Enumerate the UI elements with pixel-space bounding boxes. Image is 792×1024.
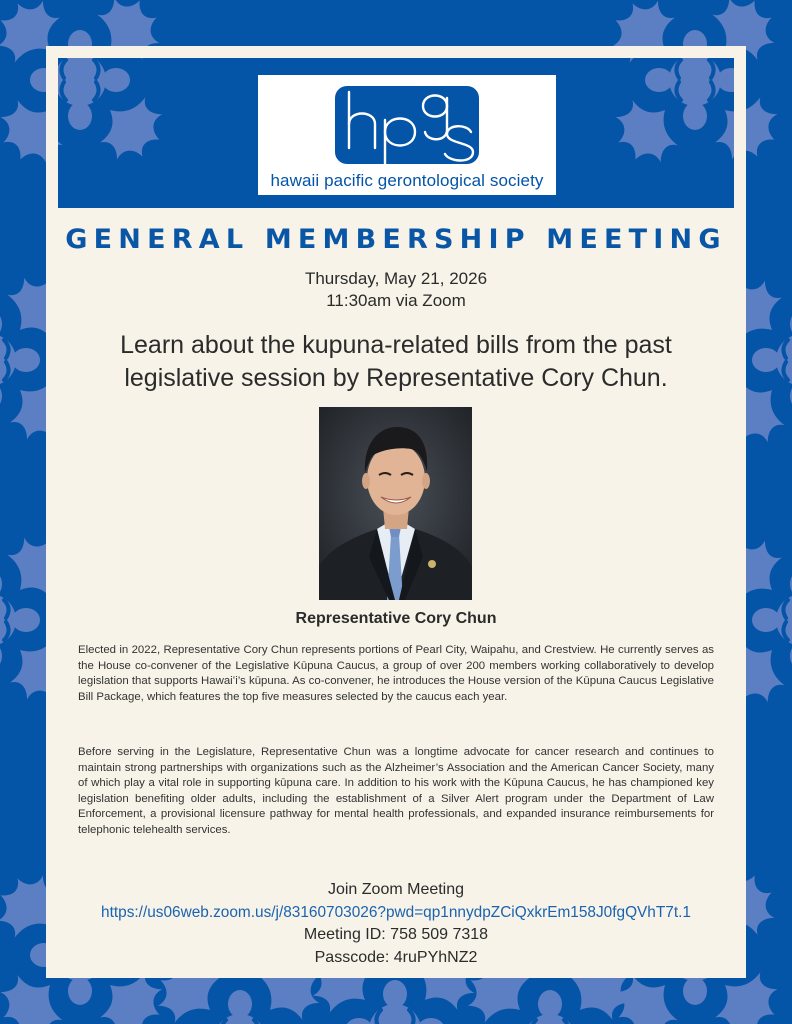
hpgs-logo-mark: [335, 86, 479, 164]
event-headline: [66, 329, 726, 395]
zoom-passcode: Passcode: 4ruPYhNZ2: [314, 948, 478, 966]
org-name: hawaii pacific gerontological society: [270, 171, 544, 190]
headline-line-2: legislative session by Representative Cory Chun.: [124, 364, 668, 392]
event-date: Thursday, May 21, 2026: [304, 269, 488, 288]
header-band: [58, 58, 734, 208]
zoom-heading: Join Zoom Meeting: [327, 881, 465, 898]
event-title: GENERAL MEMBERSHIP MEETING: [65, 224, 727, 255]
flyer-panel: [46, 46, 746, 978]
hpgs-logo: [258, 75, 556, 195]
headline-line-1: Learn about the kupuna-related bills from the past: [120, 331, 672, 359]
zoom-meeting-link[interactable]: https://us06web.zoom.us/j/83160703026?pwd=qp1nnydpZCiQxkrEm158J0fgQVhT7t.1: [101, 903, 691, 921]
speaker-bio-paragraph-2: Before serving in the Legislature, Representative Chun was a longtime advocate for cancer research and continues to maintain strong partnerships with organizations such as the Alzheimer’s Association and the American Cancer Society, many of which play a vital role in supporting kūpuna care. In addition to his work with the Kūpuna Caucus, he has championed key legislation benefiting older adults, including the establishment of a Silver Alert program under the Department of Law Enforcement, a provisional licensure pathway for mental health professionals, and expanded insurance reimbursements for telephonic telehealth services.: [78, 746, 714, 836]
speaker-bio-paragraph-1: Elected in 2022, Representative Cory Chun represents portions of Pearl City, Waipahu, and Crestview. He currently serves as the House co-convener of the Legislative Kūpuna Caucus, a group of over 200 members working collaboratively to develop legislation that supports Hawaiʻi’s kūpuna. As co-convener, he introduces the House version of the Kūpuna Caucus Legislative Bill Package, which features the top five measures selected by the caucus each year.: [78, 644, 714, 703]
event-datetime: [46, 268, 746, 312]
speaker-photo: [319, 407, 472, 600]
zoom-meeting-id: Meeting ID: 758 509 7318: [303, 926, 489, 943]
hpgs-monogram-icon: [335, 86, 479, 164]
speaker-caption: Representative Cory Chun: [295, 610, 497, 627]
event-time: 11:30am via Zoom: [326, 291, 466, 310]
zoom-details: [46, 879, 746, 969]
